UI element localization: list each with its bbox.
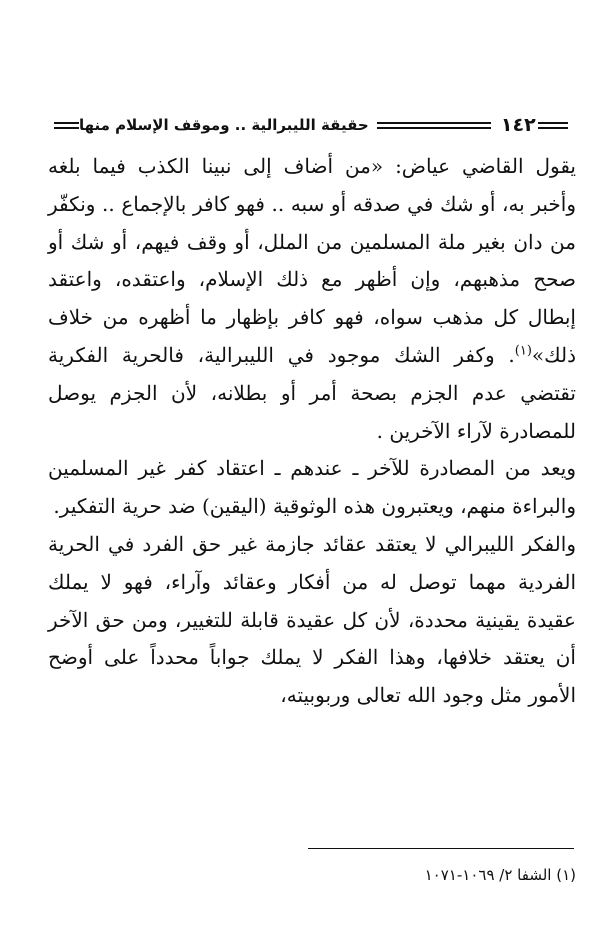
running-title: حقيقة الليبرالية .. وموقف الإسلام منها — [78, 116, 369, 134]
footnote-separator — [308, 848, 574, 849]
header-rule-left — [54, 122, 79, 129]
footnote-reference: (١) — [514, 343, 532, 359]
paragraph-3: والفكر الليبرالي لا يعتقد عقائد جازمة غير حق الفرد في الحرية الفردية مهما توصل له من أفكار وعقائد وآراء، فهو لا يملك عقيدة يقينية محددة، لأن كل عقيدة قابلة للتغيير، ومن حق الآخر أن يعتقد خلافها، وهذا الفكر لا يملك جواباً محدداً على أوضح الأمور مثل وجود الله تعالى وربوبيته، — [48, 531, 576, 708]
paragraph-1-text: يقول القاضي عياض: «من أضاف إلى نبينا الكذب فيما بلغه وأخبر به، أو شك في صدقه أو سبه .. فهو كافر بالإجماع .. ونكفّر من دان بغير ملة المسلمين من الملل، أو وقف فيهم، أو شك أو صحح مذهبهم، وإن أظهر مع ذلك الإسلام، واعتقده، واعتقد إبطال كل مذهب سواه، فهو كافر بإظهار ما أظهره من خلاف ذلك» — [48, 154, 576, 367]
header-rule-right — [538, 122, 568, 129]
paragraph-2: ويعد من المصادرة للآخر ـ عندهم ـ اعتقاد كفر غير المسلمين والبراءة منهم، ويعتبرون هذه الوثوقية (اليقين) ضد حرية التفكير. — [48, 456, 576, 519]
paragraph-1 — [48, 148, 576, 450]
paragraph-1-continuation: . وكفر الشك موجود في الليبرالية، فالحرية الفكرية تقتضي عدم الجزم بصحة أمر أو بطلانه، لأن الجزم يوصل للمصادرة لآراء الآخرين . — [48, 342, 576, 443]
footnote: (١) الشفا ٢/ ١٠٦٩-١٠٧١ — [424, 866, 576, 884]
page-number: ١٤٢ — [500, 114, 536, 136]
main-text — [48, 148, 576, 715]
header-rule-middle — [377, 122, 491, 129]
running-header — [48, 112, 574, 138]
